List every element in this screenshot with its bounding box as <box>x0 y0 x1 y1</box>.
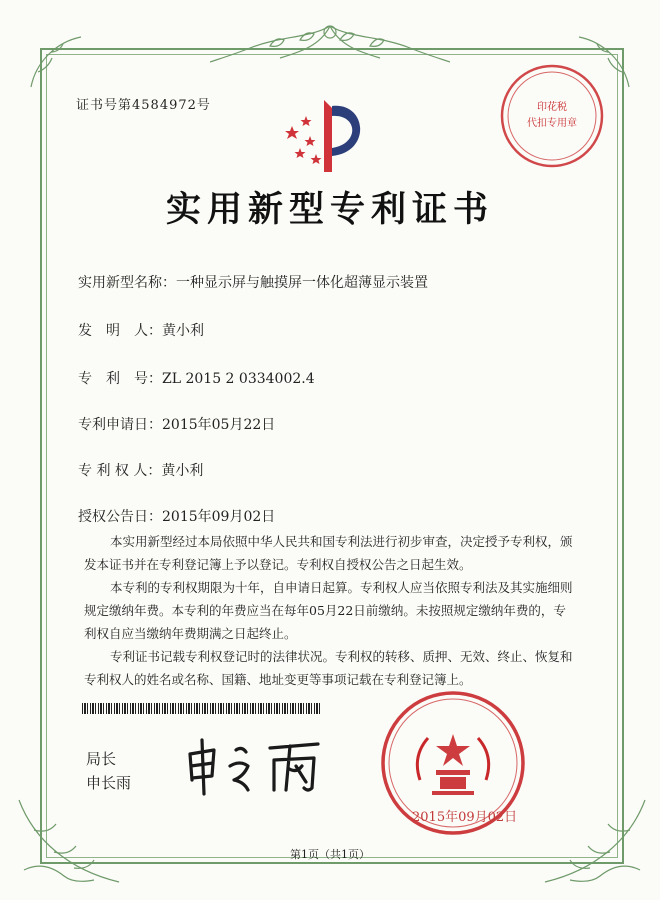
body-paragraph: 本专利的专利权期限为十年，自申请日起算。专利权人应当依照专利法及其实施细则规定缴纳年费。本专利的年费应当在每年05月22日前缴纳。未按照规定缴纳年费的，专利权自应当缴纳年费期满之日起终止。 <box>84 580 573 641</box>
director-signature <box>178 732 338 802</box>
field-value: 2015年05月22日 <box>162 417 276 433</box>
body-paragraph: 本实用新型经过本局依照中华人民共和国专利法进行初步审查，决定授予专利权，颁发本证书并在专利登记簿上予以登记。专利权自授权公告之日起生效。 <box>84 534 573 572</box>
field-value: 黄小利 <box>162 323 204 339</box>
field-value: 一种显示屏与触摸屏一体化超薄显示装置 <box>176 275 428 291</box>
field-label: 授权公告日： <box>78 509 162 525</box>
field-value: 2015年09月02日 <box>162 509 276 525</box>
field-label: 发 明 人： <box>78 323 162 339</box>
field-label: 专 利 权 人： <box>78 463 162 479</box>
field-label: 专 利 号： <box>78 371 162 387</box>
field-utility-name <box>78 272 428 292</box>
field-patent-holder <box>78 460 203 480</box>
corner-ornament-tl <box>26 32 86 92</box>
certificate-body <box>84 530 574 691</box>
field-inventor <box>78 320 204 340</box>
top-ornament <box>210 18 450 70</box>
field-value: ZL 2015 2 0334002.4 <box>162 371 315 387</box>
page-number: 第1页（共1页） <box>290 848 370 861</box>
tax-stamp <box>496 60 608 172</box>
field-label: 实用新型名称： <box>78 275 176 291</box>
patent-office-logo <box>272 92 382 176</box>
seal-date: 2015年09月02日 <box>412 810 518 825</box>
corner-ornament-bl <box>14 790 124 890</box>
field-value: 黄小利 <box>161 463 204 479</box>
field-label: 专利申请日： <box>78 417 162 433</box>
barcode <box>82 703 322 714</box>
director-title: 局长 <box>86 750 117 768</box>
corner-ornament-br <box>540 790 650 890</box>
field-announcement-date <box>78 506 275 526</box>
field-patent-number <box>78 368 315 388</box>
body-paragraph: 专利证书记载专利权登记时的法律状况。专利权的转移、质押、无效、终止、恢复和专利权人的姓名或名称、国籍、地址变更等事项记载在专利登记簿上。 <box>84 649 573 687</box>
certificate-title: 实用新型专利证书 <box>165 189 494 230</box>
field-filing-date <box>78 414 275 434</box>
director-name: 申长雨 <box>86 774 132 792</box>
svg-text:代扣专用章: 代扣专用章 <box>527 118 577 129</box>
certificate-number: 证书号第4584972号 <box>76 98 211 113</box>
svg-text:印花税: 印花税 <box>537 102 567 113</box>
